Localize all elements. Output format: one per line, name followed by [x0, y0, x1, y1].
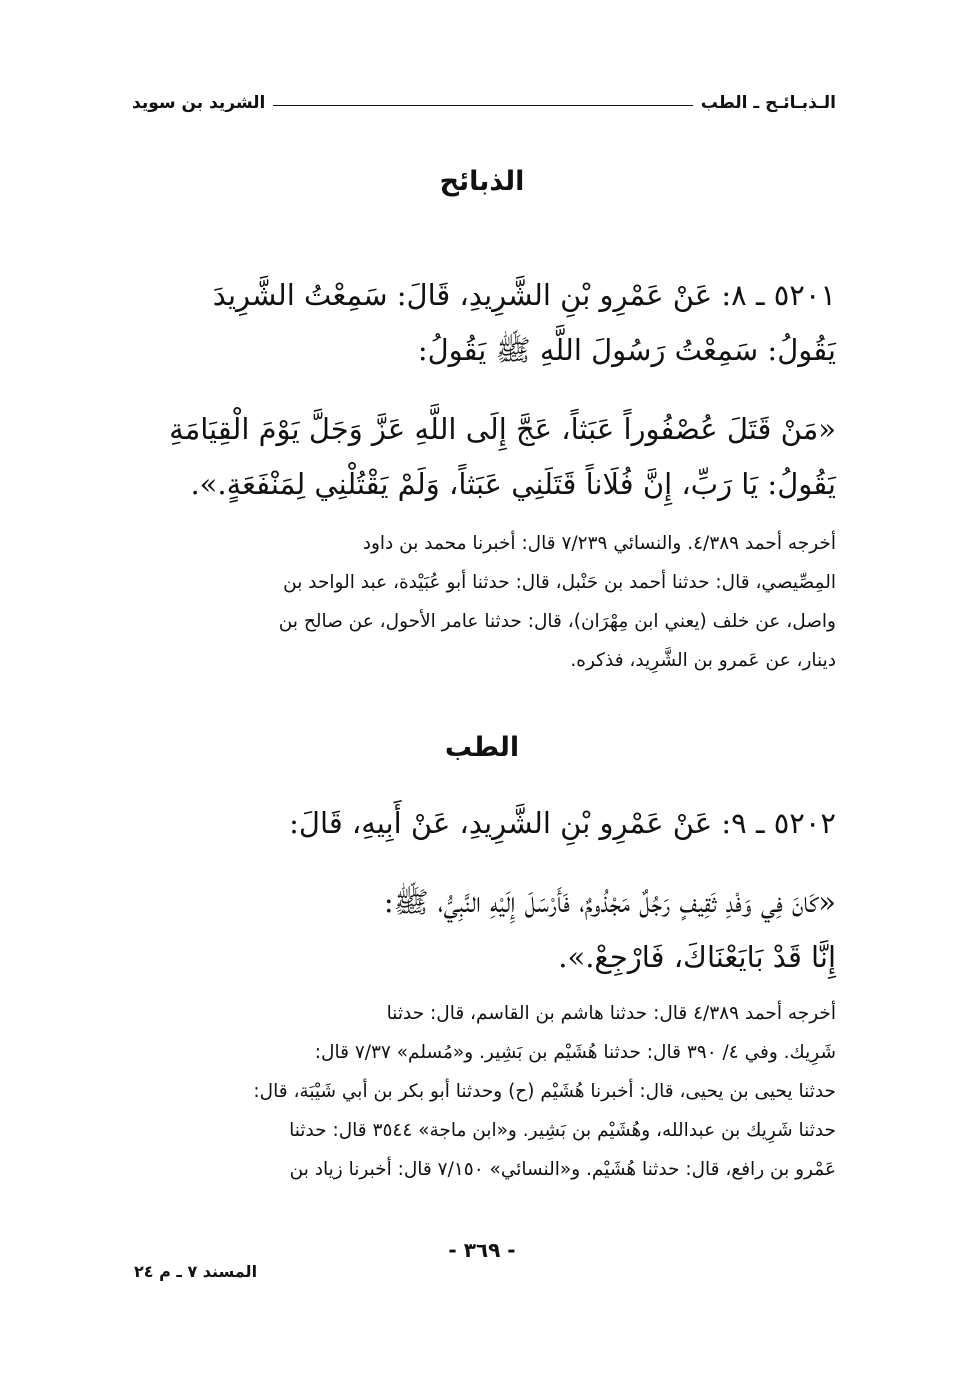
section-title-dhabaih: الذبائح: [439, 166, 525, 197]
takhrij-line: شَرِيك. وفي ٤/ ٣٩٠ قال: حدثنا هُشَيْم بن بَشِير. و«مُسلم» ٧/٣٧ قال:: [314, 1042, 836, 1063]
page-number: - ٣٦٩ -: [448, 1238, 516, 1262]
hadith-line: يَقُولُ: يَا رَبِّ، إِنَّ فُلَاناً قَتَلَنِي عَبَثاً، وَلَمْ يَقْتُلْنِي لِمَنْفَعَةٍ.».: [190, 467, 836, 501]
hadith-line: «كَانَ فِي وَفْدِ ثَقِيفٍ رَجُلٌ مَجْذُومٌ، فَأَرْسَلَ إِلَيْهِ النَّبِيُّ، ﷺ:: [383, 885, 836, 919]
takhrij-line: دينار، عن عَمرو بن الشَّرِيد، فذكره.: [570, 650, 836, 671]
hadith-line: إِنَّا قَدْ بَايَعْنَاكَ، فَارْجِعْ.».: [558, 940, 836, 974]
hadith-line: ٥٢٠١ ـ ٨: عَنْ عَمْرِو بْنِ الشَّرِيدِ، قَالَ: سَمِعْتُ الشَّرِيدَ: [212, 278, 836, 312]
takhrij-line: حدثنا يحيى بن يحيى، قال: أخبرنا هُشَيْم (ح) وحدثنا أبو بكر بن أبي شَيْبَة، قال:: [253, 1081, 836, 1102]
hadith-line: ٥٢٠٢ ـ ٩: عَنْ عَمْرِو بْنِ الشَّرِيدِ، عَنْ أَبِيهِ، قَالَ:: [289, 806, 836, 840]
takhrij-line: أخرجه أحمد ٤/٣٨٩. والنسائي ٧/٢٣٩ قال: أخبرنا محمد بن داود: [362, 533, 836, 554]
printer-signature: المسند ٧ ـ م ٢٤: [134, 1262, 258, 1281]
hadith-line: يَقُولُ: سَمِعْتُ رَسُولَ اللَّهِ ﷺ يَقُولُ:: [417, 333, 836, 367]
section-title-tibb: الطب: [444, 732, 520, 763]
running-header: [132, 86, 836, 120]
takhrij-line: المِصِّيصي، قال: حدثنا أحمد بن حَنْبل، قال: حدثنا أبو عُبَيْدة، عبد الواحد بن: [283, 572, 836, 593]
takhrij-5202: [130, 994, 836, 1189]
header-rule: [273, 105, 692, 106]
takhrij-line: عَمْرو بن رافع، قال: حدثنا هُشَيْم. و«النسائي» ٧/١٥٠ قال: أخبرنا زياد بن: [289, 1159, 836, 1180]
hadith-5202: [128, 796, 836, 985]
takhrij-line: حدثنا شَرِيك بن عبدالله، وهُشَيْم بن بَشِير. و«ابن ماجة» ٣٥٤٤ قال: حدثنا: [289, 1120, 836, 1141]
takhrij-line: أخرجه أحمد ٤/٣٨٩ قال: حدثنا هاشم بن القاسم، قال: حدثنا: [386, 1003, 836, 1024]
header-chapter-title: الـذبـائـح ـ الطب: [700, 93, 836, 113]
takhrij-line: واصل، عن خلف (يعني ابن مِهْرَان)، قال: حدثنا عامر الأحول، عن صالح بن: [278, 611, 836, 632]
hadith-line: «مَنْ قَتَلَ عُصْفُوراً عَبَثاً، عَجَّ إِلَى اللَّهِ عَزَّ وَجَلَّ يَوْمَ الْقِيَامَةِ: [169, 412, 836, 446]
takhrij-5201: [130, 524, 836, 680]
header-narrator-name: الشريد بن سويد: [132, 93, 266, 113]
hadith-5201: [128, 268, 836, 512]
